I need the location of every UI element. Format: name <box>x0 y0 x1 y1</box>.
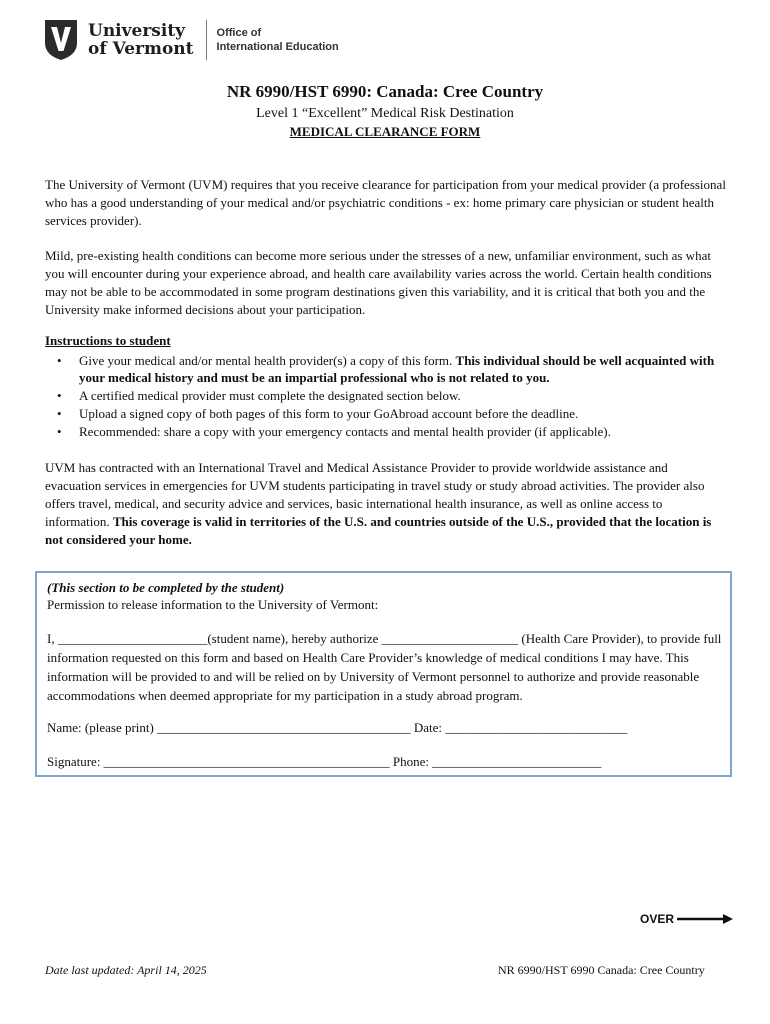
instruction-item <box>45 352 727 386</box>
form-title-text: MEDICAL CLEARANCE FORM <box>289 124 481 139</box>
student-section-heading: (This section to be completed by the student) <box>47 580 285 595</box>
over-label: OVER <box>640 912 675 926</box>
instruction-item: • A certified medical provider must complete the designated section below. <box>45 387 727 404</box>
name-date-field-line[interactable]: Name: (please print) _______________________________________ Date: ____________________________ <box>47 720 628 735</box>
arrow-right-icon <box>677 914 733 924</box>
assistance-paragraph <box>45 459 727 549</box>
logo-divider <box>206 20 207 60</box>
instruction-text: Give your medical and/or mental health provider(s) a copy of this form. <box>79 353 456 368</box>
instructions-list <box>45 352 727 441</box>
uvm-logo <box>44 16 339 64</box>
form-title <box>0 124 770 140</box>
assistance-text: UVM has contracted with an International Travel and Medical Assistance Provider to provide worldwide assistance and evacuation services in emergencies for UVM students participating in travel study or study abroad activities. The provider also offers travel, medical, and security advice and services, basic international health insurance, as well as online access to information. <box>45 460 705 529</box>
university-name-line1: University <box>88 21 186 41</box>
over-indicator <box>640 912 733 926</box>
university-name <box>88 22 194 58</box>
permission-statement: Permission to release information to the University of Vermont: <box>47 597 379 612</box>
university-name-line2: of Vermont <box>88 39 194 59</box>
date-last-updated: Date last updated: April 14, 2025 <box>45 963 207 977</box>
instruction-item: • Upload a signed copy of both pages of this form to your GoAbroad account before the deadline. <box>45 405 727 422</box>
instructions-heading: Instructions to student <box>45 333 171 348</box>
instruction-emphasis: This individual should be well acquainted with your medical history and must be an impartial professional who is not related to you. <box>79 353 715 385</box>
document-title: NR 6990/HST 6990: Canada: Cree Country <box>226 82 544 101</box>
authorization-statement: I, _______________________(student name), hereby authorize _____________________ (Health Care Provider), to provide full information requested on this form and based on Health Care Provider’s knowledge of medical conditions I may have. This information will be provided to and will be relied on by University of Vermont personnel to authorize and provide reasonable accommodations when deemed appropriate for my participation in a study abroad program. <box>47 631 722 703</box>
coverage-emphasis: This coverage is valid in territories of the U.S. and countries outside of the U.S., provided that the location is not considered your home. <box>45 514 712 547</box>
document-subtitle: Level 1 “Excellent” Medical Risk Destination <box>256 106 514 121</box>
student-section-box <box>35 571 732 777</box>
footer-course-name: NR 6990/HST 6990 Canada: Cree Country <box>498 963 705 977</box>
intro-paragraph: The University of Vermont (UVM) requires that you receive clearance for participation from your medical provider (a professional who has a good understanding of your medical and/or psychiatric conditions - ex: home primary care physician or student health services provider). <box>45 177 726 228</box>
instruction-item: • Recommended: share a copy with your emergency contacts and mental health provider (if applicable). <box>45 423 727 440</box>
office-name-line1: Office of <box>216 27 262 39</box>
signature-phone-field-line[interactable]: Signature: ____________________________________________ Phone: __________________________ <box>47 754 602 769</box>
office-name-line2: International Education <box>216 41 339 53</box>
conditions-paragraph: Mild, pre-existing health conditions can become more serious under the stresses of a new, unfamiliar environment, such as what you will encounter during your experience abroad, and health care availability varies across the world. Certain health conditions may not be able to be accommodated in some program destinations given this variability, and it is critical that both you and the University make informed decisions about your participation. <box>45 248 712 317</box>
office-name <box>217 26 339 54</box>
uvm-shield-icon <box>44 19 78 61</box>
